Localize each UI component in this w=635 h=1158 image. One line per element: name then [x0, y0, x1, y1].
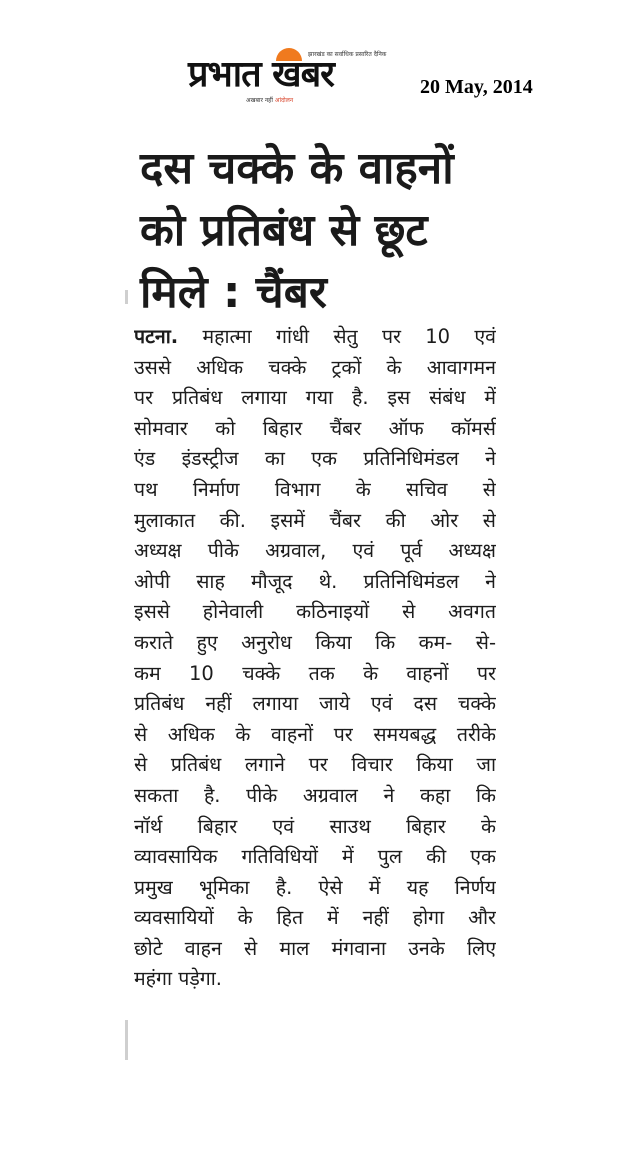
headline-line-2: को प्रतिबंध से छूट [140, 205, 428, 256]
article-line: सकता है. पीके अग्रवाल ने कहा कि [134, 783, 496, 807]
article-line: छोटे वाहन से माल मंगवाना उनके लिए [134, 936, 496, 960]
article-line: प्रमुख भूमिका है. ऐसे में यह निर्णय [134, 875, 496, 899]
newspaper-logo: प्रभात खबर [188, 54, 334, 95]
article-line: प्रतिबंध नहीं लगाया जाये एवं दस चक्के [134, 692, 496, 716]
article-line [134, 322, 496, 353]
masthead [188, 42, 388, 112]
article-line: व्यावसायिक गतिविधियों में पुल की एक [134, 845, 496, 869]
article-line: कम 10 चक्के तक के वाहनों पर [134, 661, 496, 685]
tagline-bottom-part2: आंदोलन [274, 97, 294, 104]
article-line: इससे होनेवाली कठिनाइयों से अवगत [134, 600, 496, 624]
article-line: सोमवार को बिहार चैंबर ऑफ कॉमर्स [134, 416, 496, 440]
article-line: उससे अधिक चक्के ट्रकों के आवागमन [134, 355, 496, 379]
masthead-tagline-bottom [246, 96, 293, 104]
article-line: व्यवसायियों के हित में नहीं होगा और [134, 906, 496, 930]
publication-date: 20 May, 2014 [420, 76, 533, 98]
article-line: नॉर्थ बिहार एवं साउथ बिहार के [134, 814, 496, 838]
article-line: महंगा पड़ेगा. [134, 967, 222, 991]
article-dateline: पटना. [134, 325, 179, 348]
article-line: एंड इंडस्ट्रीज का एक प्रतिनिधिमंडल ने [134, 447, 496, 471]
scan-artifact [125, 1020, 128, 1060]
article-line: से प्रतिबंध लगाने पर विचार किया जा [134, 753, 496, 777]
article-line: पर प्रतिबंध लगाया गया है. इस संबंध में [134, 386, 496, 410]
tagline-bottom-part1: अखबार नहीं [246, 97, 273, 104]
headline-line-3: मिले : चैंबर [140, 267, 327, 318]
article-line: कराते हुए अनुरोध किया कि कम- से- [134, 630, 496, 654]
article-line: से अधिक के वाहनों पर समयबद्ध तरीके [134, 722, 496, 746]
headline-line-1: दस चक्के के वाहनों [140, 143, 454, 194]
article-line-text: महात्मा गांधी सेतु पर 10 एवं [178, 325, 496, 348]
masthead-tagline-top: झारखंड का सर्वाधिक प्रसारित दैनिक [308, 51, 387, 58]
scan-artifact [125, 290, 128, 304]
article-line: पथ निर्माण विभाग के सचिव से [134, 477, 496, 501]
article-headline [140, 138, 530, 324]
article-line: मुलाकात की. इसमें चैंबर की ओर से [134, 508, 496, 532]
article-line: अध्यक्ष पीके अग्रवाल, एवं पूर्व अध्यक्ष [134, 539, 496, 563]
article-body [134, 322, 496, 995]
article-line: ओपी साह मौजूद थे. प्रतिनिधिमंडल ने [134, 569, 496, 593]
